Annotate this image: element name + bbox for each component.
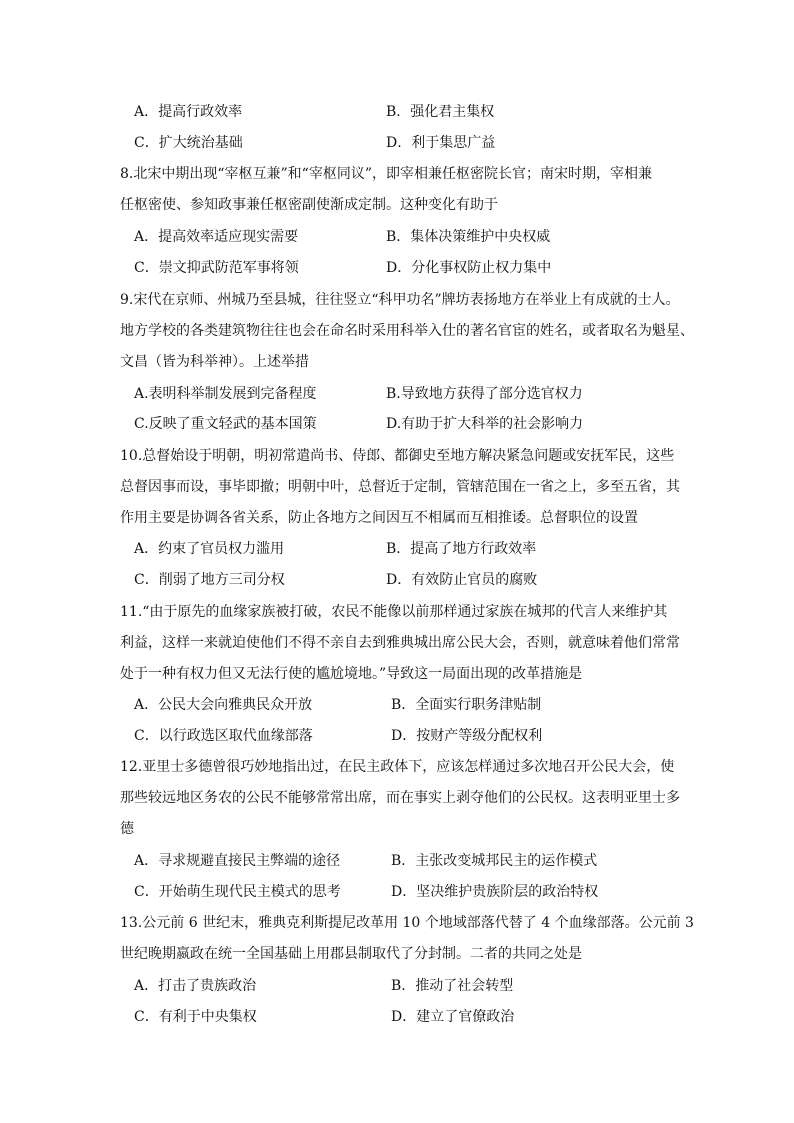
q7-option-c: C．扩大统治基础 (134, 135, 243, 151)
q11-option-a: A．公民大会向雅典民众开放 (134, 697, 313, 713)
q9-option-b: B.导致地方获得了部分选官权力 (386, 386, 583, 402)
q10-stem-line-1: 10.总督始设于明朝，明初常遣尚书、侍郎、都御史至地方解决紧急问题或安抚军民，这些 (120, 448, 675, 464)
q8-option-c: C．崇文抑武防范军事将领 (134, 260, 299, 276)
q9-stem-line-2: 地方学校的各类建筑物往往也会在命名时采用科举入仕的著名官宦的姓名，或者取名为魁星、 (120, 323, 694, 339)
q8-option-d: D．分化事权防止权力集中 (386, 260, 552, 276)
q10-stem-line-2: 总督因事而设，事毕即撤；明朝中叶，总督近于定制，管辖范围在一省之上，多至五省，其 (120, 479, 680, 495)
q12-stem-line-2: 那些较远地区务农的公民不能够常常出席，而在事实上剥夺他们的公民权。这表明亚里士多 (120, 790, 680, 806)
q12-option-b: B．主张改变城邦民主的运作模式 (391, 853, 598, 869)
q10-option-d: D．有效防止官员的腐败 (386, 572, 538, 588)
q9-stem-line-3: 文昌（皆为科举神）。上述举措 (120, 354, 309, 370)
q12-stem-line-3: 德 (120, 821, 134, 837)
q10-stem-line-3: 作用主要是协调各省关系，防止各地方之间因互不相属而互相推诿。总督职位的设置 (120, 510, 638, 526)
q12-option-a: A．寻求规避直接民主弊端的途径 (134, 853, 341, 869)
q12-option-c: C．开始萌生现代民主模式的思考 (134, 884, 341, 900)
q13-option-a: A．打击了贵族政治 (134, 978, 257, 994)
q7-option-b: B．强化君主集权 (386, 104, 495, 120)
q12-option-d: D．坚决维护贵族阶层的政治特权 (391, 884, 599, 900)
q9-stem-line-1: 9.宋代在京师、州城乃至县城，往往竖立“科甲功名”牌坊表扬地方在举业上有成就的士人。 (120, 292, 680, 308)
q13-option-c: C．有利于中央集权 (134, 1009, 257, 1025)
q10-option-a: A．约束了官员权力滥用 (134, 541, 285, 557)
q13-stem-line-1: 13.公元前 6 世纪末，雅典克利斯提尼改革用 10 个地域部落代替了 4 个血缘部落。公元前 3 (120, 915, 694, 931)
q13-stem-line-2: 世纪晚期嬴政在统一全国基础上用郡县制取代了分封制。二者的共同之处是 (120, 946, 582, 962)
q11-stem-line-1: 11.“由于原先的血缘家族被打破，农民不能像以前那样通过家族在城邦的代言人来维护其 (120, 604, 668, 620)
q10-option-c: C．削弱了地方三司分权 (134, 572, 285, 588)
q9-option-a: A.表明科举制发展到完备程度 (134, 386, 317, 402)
q11-stem-line-2: 利益，这样一来就迫使他们不得不亲自去到雅典城出席公民大会，否则，就意味着他们常常 (120, 635, 680, 651)
q13-option-d: D．建立了官僚政治 (391, 1009, 515, 1025)
q9-option-d: D.有助于扩大科举的社会影响力 (386, 416, 584, 432)
q12-stem-line-1: 12.亚里士多德曾很巧妙地指出过，在民主政体下，应该怎样通过多次地召开公民大会，使 (120, 759, 675, 775)
q8-option-a: A．提高效率适应现实需要 (134, 229, 299, 245)
q8-option-b: B．集体决策维护中央权威 (386, 229, 551, 245)
q8-stem-line-2: 任枢密使、参知政事兼任枢密副使渐成定制。这种变化有助于 (120, 197, 498, 213)
q11-option-b: B．全面实行职务津贴制 (391, 697, 542, 713)
q7-option-a: A．提高行政效率 (134, 104, 243, 120)
q13-option-b: B．推动了社会转型 (391, 978, 514, 994)
q11-stem-line-3: 处于一种有权力但又无法行使的尴尬境地。”导致这一局面出现的改革措施是 (120, 666, 583, 682)
q11-option-d: D．按财产等级分配权利 (391, 728, 543, 744)
q10-option-b: B．提高了地方行政效率 (386, 541, 537, 557)
q7-option-d: D．利于集思广益 (386, 135, 496, 151)
q8-stem-line-1: 8.北宋中期出现“宰枢互兼”和“宰枢同议”，即宰相兼任枢密院长官；南宋时期，宰相兼 (120, 166, 652, 182)
q9-option-c: C.反映了重文轻武的基本国策 (134, 416, 317, 432)
q11-option-c: C．以行政选区取代血缘部落 (134, 728, 313, 744)
